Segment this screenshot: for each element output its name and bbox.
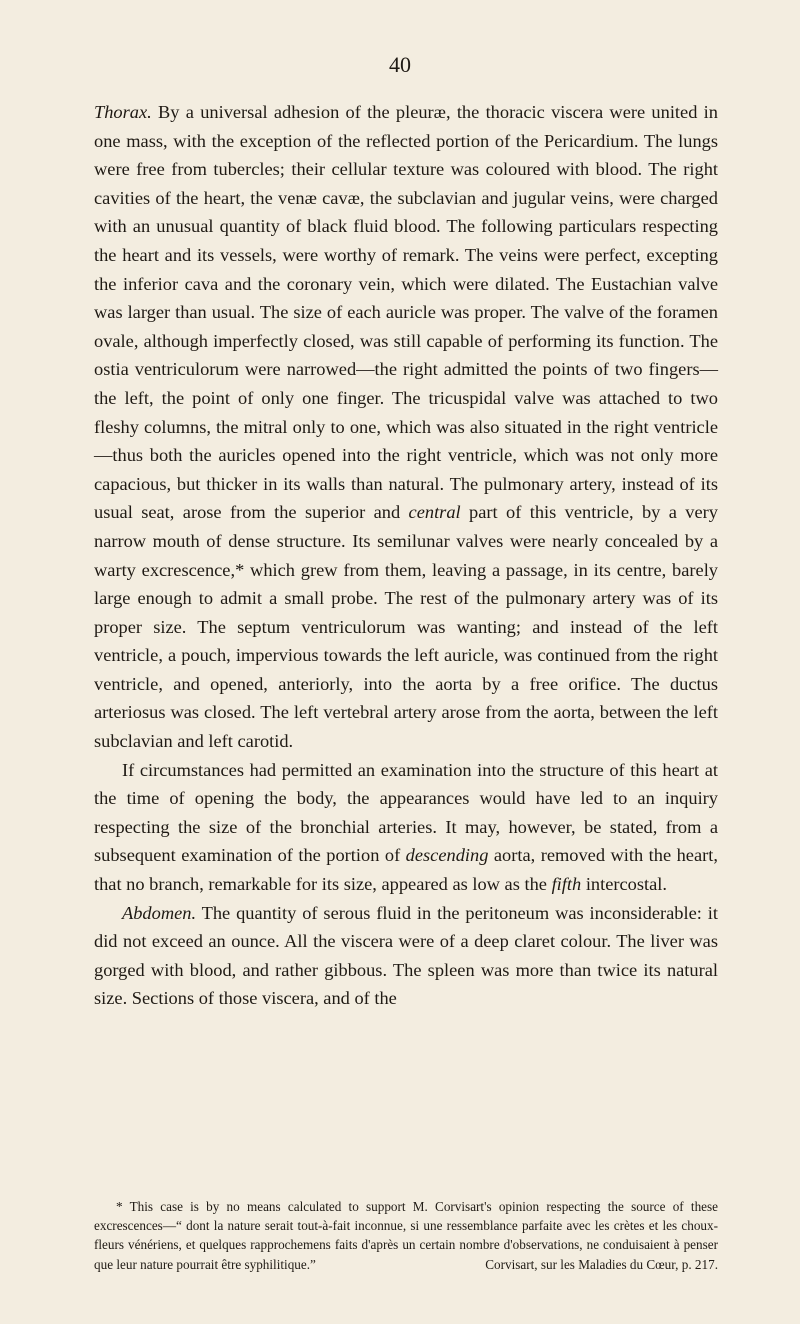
footnote	[94, 1197, 718, 1274]
section-heading-abdomen: Abdomen.	[122, 902, 197, 923]
text-run: By a universal adhesion of the pleuræ, the thoracic viscera were united in one mass, with the exception of the reflected portion of the Pericardium. The lungs were free from tubercles; their cellular texture was coloured with blood. The right cavities of the heart, the venæ cavæ, the subclavian and jugular veins, were charged with an unusual quantity of black fluid blood. The following particulars respecting the heart and its vessels, were worthy of remark. The veins were perfect, excepting the inferior cava and the coronary vein, which were dilated. The Eustachian valve was larger than usual. The size of each auricle was proper. The valve of the foramen ovale, although imperfectly closed, was still capable of performing its function. The ostia ventriculorum were narrowed—the right admitted the points of two fingers—the left, the point of only one finger. The tricuspidal valve was attached to two fleshy columns, the mitral only to one, which was also situated in the right ventricle—thus both the auricles opened into the right ventricle, which was not only more capacious, but thicker in its walls than natural. The pulmonary artery, instead of its usual seat, arose from the superior and	[94, 102, 718, 523]
emphasis-fifth: fifth	[551, 874, 582, 895]
text-run: The quantity of serous fluid in the peritoneum was inconsiderable: it did not exceed an ounce. All the viscera were of a deep claret colour. The liver was gorged with blood, and rather gibbous. The spleen was more than twice its natural size. Sections of those viscera, and of the	[94, 902, 718, 1009]
footnote-citation: Corvisart, sur les Maladies du Cœur, p. 217.	[485, 1256, 718, 1272]
emphasis-central: central	[408, 502, 461, 523]
body-text	[94, 98, 718, 1013]
paragraph-thorax	[94, 98, 718, 756]
footnote-paragraph	[94, 1197, 718, 1274]
text-run: part of this ventricle, by a very narrow mouth of dense structure. Its semilunar valves were nearly concealed by a warty excrescence,* which grew from them, leaving a passage, in its centre, barely large enough to admit a small probe. The rest of the pulmonary artery was of its proper size. The septum ventriculorum was wanting; and instead of the left ventricle, a pouch, impervious towards the left auricle, was continued from the right ventricle, and opened, anteriorly, into the aorta by a free orifice. The ductus arteriosus was closed. The left vertebral artery arose from the aorta, between the left subclavian and left carotid.	[94, 502, 718, 752]
paragraph-bronchial	[94, 756, 718, 899]
text-run: intercostal.	[585, 874, 668, 895]
page-number: 40	[389, 52, 411, 77]
paragraph-abdomen	[94, 899, 718, 1013]
emphasis-descending: descending	[405, 845, 489, 866]
text-run: aorta, removed with the heart, that no branch, remarkable for its size, appeared as low as the	[94, 845, 718, 895]
section-heading-thorax: Thorax.	[94, 102, 152, 122]
footnote-text: * This case is by no means calculated to support M. Corvisart's opinion respecting the source of these excrescences—“ dont la nature serait tout-à-fait inconnue, si une ressemblance parfaite avec les crètes et les choux-fleurs vénériens, et quelques rapprochemens faits d'après un certain nombre d'observations, ne conduisaient à penser que leur nature pourrait être syphilitique.”	[94, 1199, 718, 1272]
text-run: If circumstances had permitted an examination into the structure of this heart at the time of opening the body, the appearances would have led to an inquiry respecting the size of the bronchial arteries. It may, however, be stated, from a subsequent examination of the portion of	[94, 759, 718, 866]
